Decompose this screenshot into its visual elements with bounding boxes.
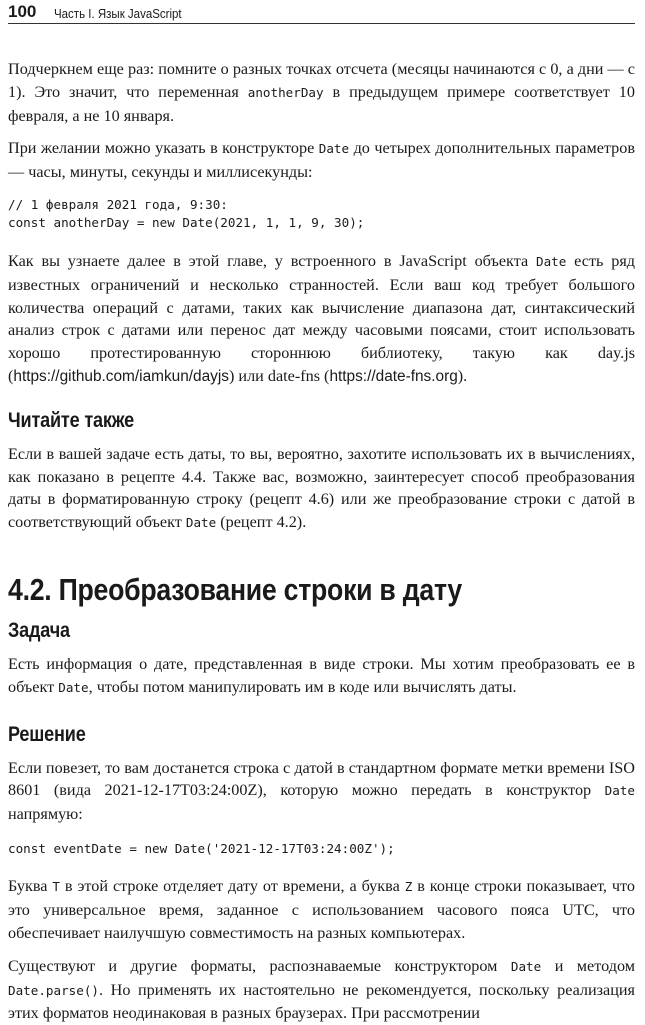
page-number: 100 xyxy=(8,2,37,21)
paragraph-t-z-letters: Буква T в этой строке отделяет дату от времени, а буква Z в конце строки показывает, что это универсальное время, заданное с использованием часового пояса UTC, что обеспечивает наилучшую совместимость на разных компьютерах. xyxy=(8,877,635,943)
code-block-anotherday xyxy=(8,196,635,233)
link-date-fns[interactable]: https://date-fns.org xyxy=(329,367,458,385)
heading-solution: Решение xyxy=(8,722,86,746)
heading-task: Задача xyxy=(8,618,70,642)
paragraph-date-limitations: Как вы узнаете далее в этой главе, у встроенного в JavaScript объекта Date есть ряд известных ограничений и несколько странностей. Если ваш код требует большого количества операций с датами, таких как вычисление диапазона дат, синтаксический анализ строк с датами или перенос дат между часовыми поясами, стоит использовать хорошо протестированную стороннюю библиотеку, такую как day.js (https://github.com/iamkun/dayjs) или date-fns (https://date-fns.org). xyxy=(8,251,635,385)
paragraph-months-note: Подчеркнем еще раз: помните о разных точках отсчета (месяцы начинаются с 0, а дни — с 1). Это значит, что переменная anotherDay в предыдущем примере соответствует 10 февраля, а не 10 января. xyxy=(8,60,635,125)
inline-code-date: Date xyxy=(185,515,217,531)
inline-code-date: Date xyxy=(604,783,635,799)
inline-code-date-parse: Date.parse() xyxy=(8,982,99,998)
inline-code-date: Date xyxy=(536,253,567,269)
paragraph-date-params: При желании можно указать в конструкторе Date до четырех дополнительных параметров — часы, минуты, секунды и миллисекунды: xyxy=(8,139,635,182)
inline-code-t: T xyxy=(52,879,60,895)
code-block-eventdate: const eventDate = new Date('2021-12-17T03:24:00Z'); xyxy=(8,840,395,856)
inline-code-date: Date xyxy=(510,958,542,974)
code-line: const anotherDay = new Date(2021, 1, 1, 9, 30); xyxy=(8,215,365,231)
paragraph-task: Есть информация о дате, представленная в виде строки. Мы хотим преобразовать ее в объект Date, чтобы потом манипулировать им в коде или вычислять даты. xyxy=(8,654,635,696)
inline-code-z: Z xyxy=(404,879,413,895)
part-title: Часть I. Язык JavaScript xyxy=(54,6,182,21)
paragraph-other-formats: Существуют и другие форматы, распознаваемые конструктором Date и методом Date.parse(). Но применять их настоятельно не рекомендуется, поскольку реализация этих форматов неодинаковая в разных браузерах. При рассмотрении xyxy=(8,956,635,1023)
running-header xyxy=(8,0,635,24)
inline-code-date: Date xyxy=(318,141,350,157)
section-title: 4.2. Преобразование строки в дату xyxy=(8,571,462,607)
link-dayjs[interactable]: https://github.com/iamkun/dayjs xyxy=(13,367,229,385)
code-comment: // 1 февраля 2021 года, 9:30: xyxy=(8,196,228,212)
page-content xyxy=(8,58,635,1025)
inline-code-date: Date xyxy=(58,679,89,695)
inline-code-anotherday: anotherDay xyxy=(247,84,324,100)
paragraph-see-also: Если в вашей задаче есть даты, то вы, вероятно, захотите использовать их в вычислениях, как показано в рецепте 4.4. Также вас, возможно, заинтересует способ преобразования даты в форматированную строку (рецепт 4.6) или же преобразование строки с датой в соответствующий объект Date (рецепт 4.2). xyxy=(8,444,635,532)
paragraph-iso-format: Если повезет, то вам достанется строка с датой в стандартном формате метки времени ISO 8601 (вида 2021-12-17T03:24:00Z), которую можно передать в конструктор Date напрямую: xyxy=(8,758,635,824)
heading-see-also: Читайте также xyxy=(8,408,135,432)
